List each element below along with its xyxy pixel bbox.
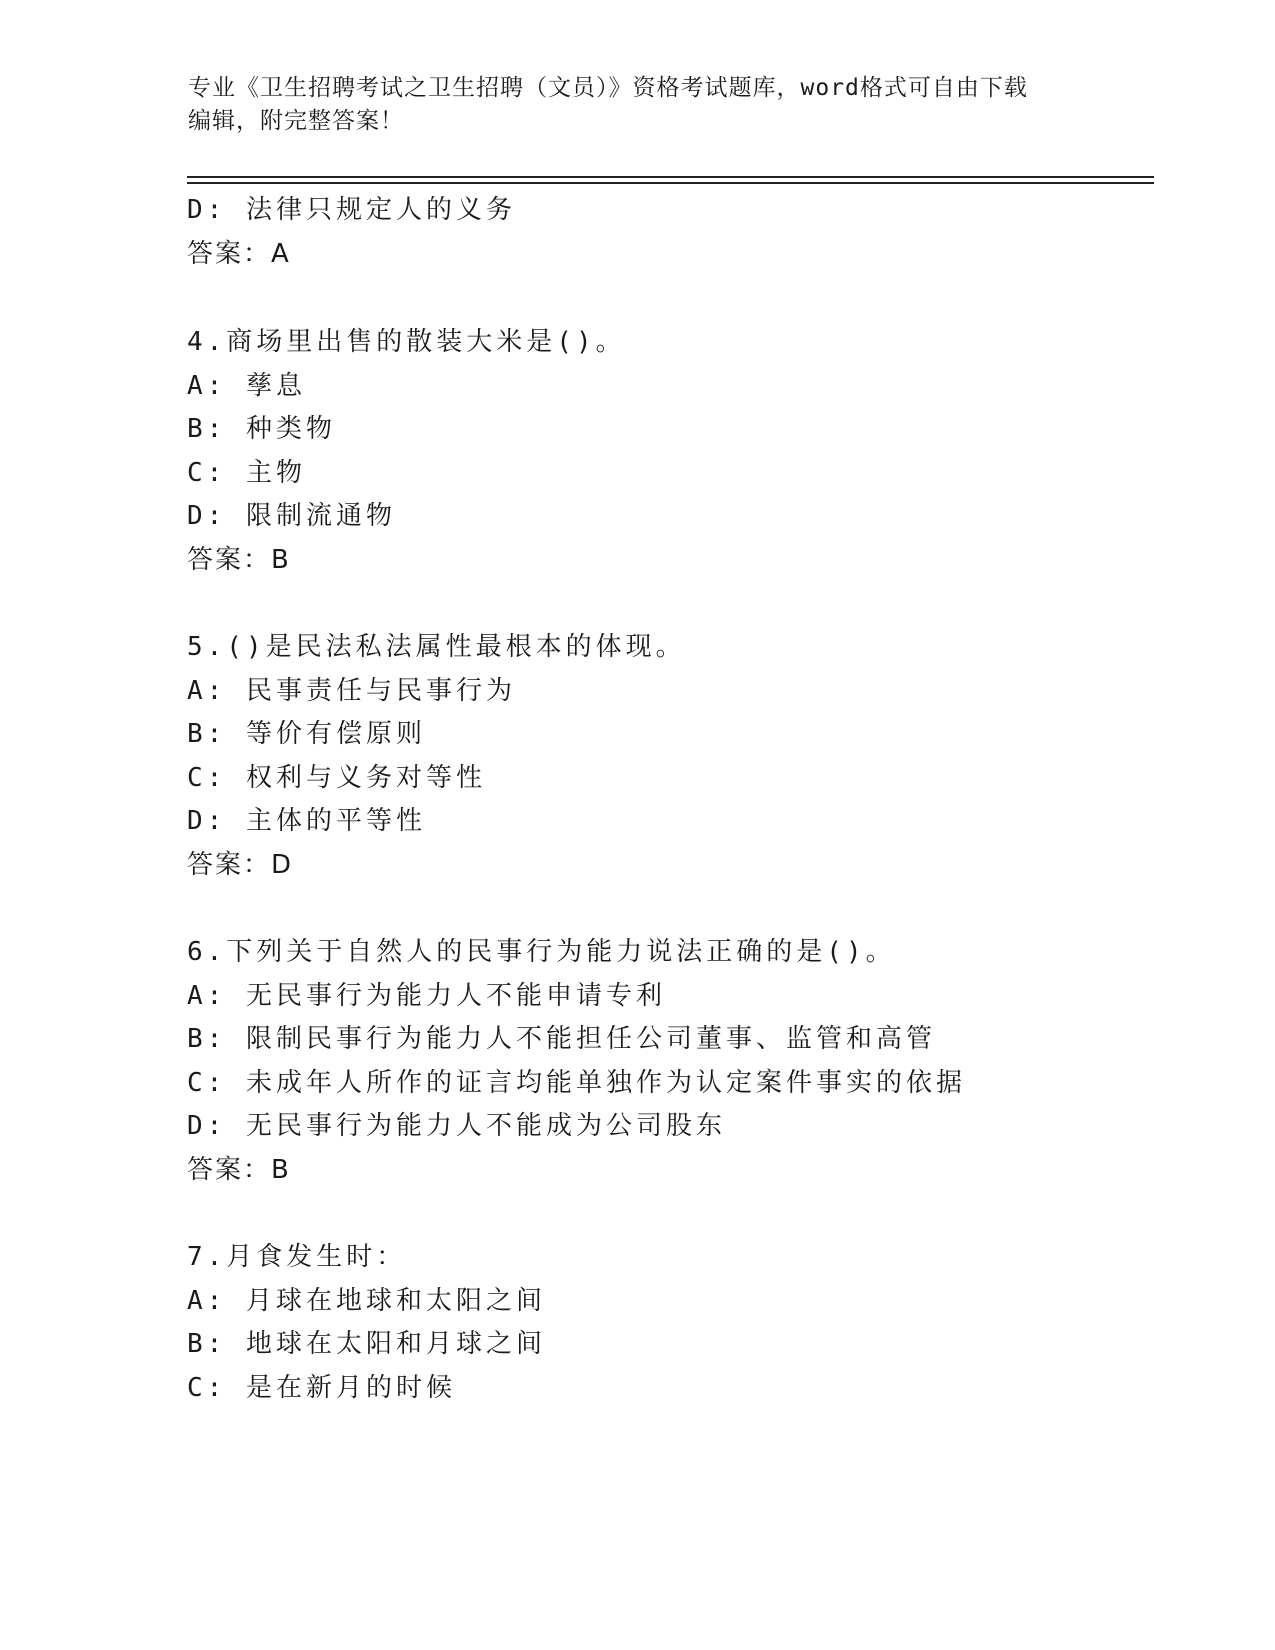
header-line-1: 专业《卫生招聘考试之卫生招聘（文员）》资格考试题库，word格式可自由下载 xyxy=(188,75,1028,101)
q4-stem: 4.商场里出售的散装大米是()。 xyxy=(187,327,626,357)
document-header xyxy=(188,72,1068,138)
q5-option-b: B: 等价有偿原则 xyxy=(187,719,426,749)
q7-option-c: C: 是在新月的时候 xyxy=(187,1373,456,1403)
q4-option-c: C: 主物 xyxy=(187,458,306,488)
header-divider-bottom xyxy=(187,182,1154,184)
header-line-2: 编辑，附完整答案！ xyxy=(188,108,404,134)
q5-stem: 5.()是民法私法属性最根本的体现。 xyxy=(187,632,686,662)
q6-option-c: C: 未成年人所作的证言均能单独作为认定案件事实的依据 xyxy=(187,1068,966,1098)
q4-option-d: D: 限制流通物 xyxy=(187,501,396,531)
q5-option-d: D: 主体的平等性 xyxy=(187,806,426,836)
q4-option-b: B: 种类物 xyxy=(187,414,336,444)
q6-option-a: A: 无民事行为能力人不能申请专利 xyxy=(187,981,666,1011)
q5-option-c: C: 权利与义务对等性 xyxy=(187,763,486,793)
q6-option-b: B: 限制民事行为能力人不能担任公司董事、监管和高管 xyxy=(187,1024,936,1054)
q4-option-a: A: 孳息 xyxy=(187,371,306,401)
q6-option-d: D: 无民事行为能力人不能成为公司股东 xyxy=(187,1111,726,1141)
q5-answer: 答案：D xyxy=(187,850,294,880)
q7-option-a: A: 月球在地球和太阳之间 xyxy=(187,1286,546,1316)
q5-option-a: A: 民事责任与民事行为 xyxy=(187,676,516,706)
q3-answer: 答案：A xyxy=(187,239,291,269)
q6-answer: 答案：B xyxy=(187,1155,291,1185)
q7-stem: 7.月食发生时： xyxy=(187,1242,407,1272)
q4-answer: 答案：B xyxy=(187,545,291,575)
q3-option-d: D: 法律只规定人的义务 xyxy=(187,195,516,225)
q7-option-b: B: 地球在太阳和月球之间 xyxy=(187,1329,546,1359)
q6-stem: 6.下列关于自然人的民事行为能力说法正确的是()。 xyxy=(187,937,896,967)
header-divider-top xyxy=(187,176,1154,178)
